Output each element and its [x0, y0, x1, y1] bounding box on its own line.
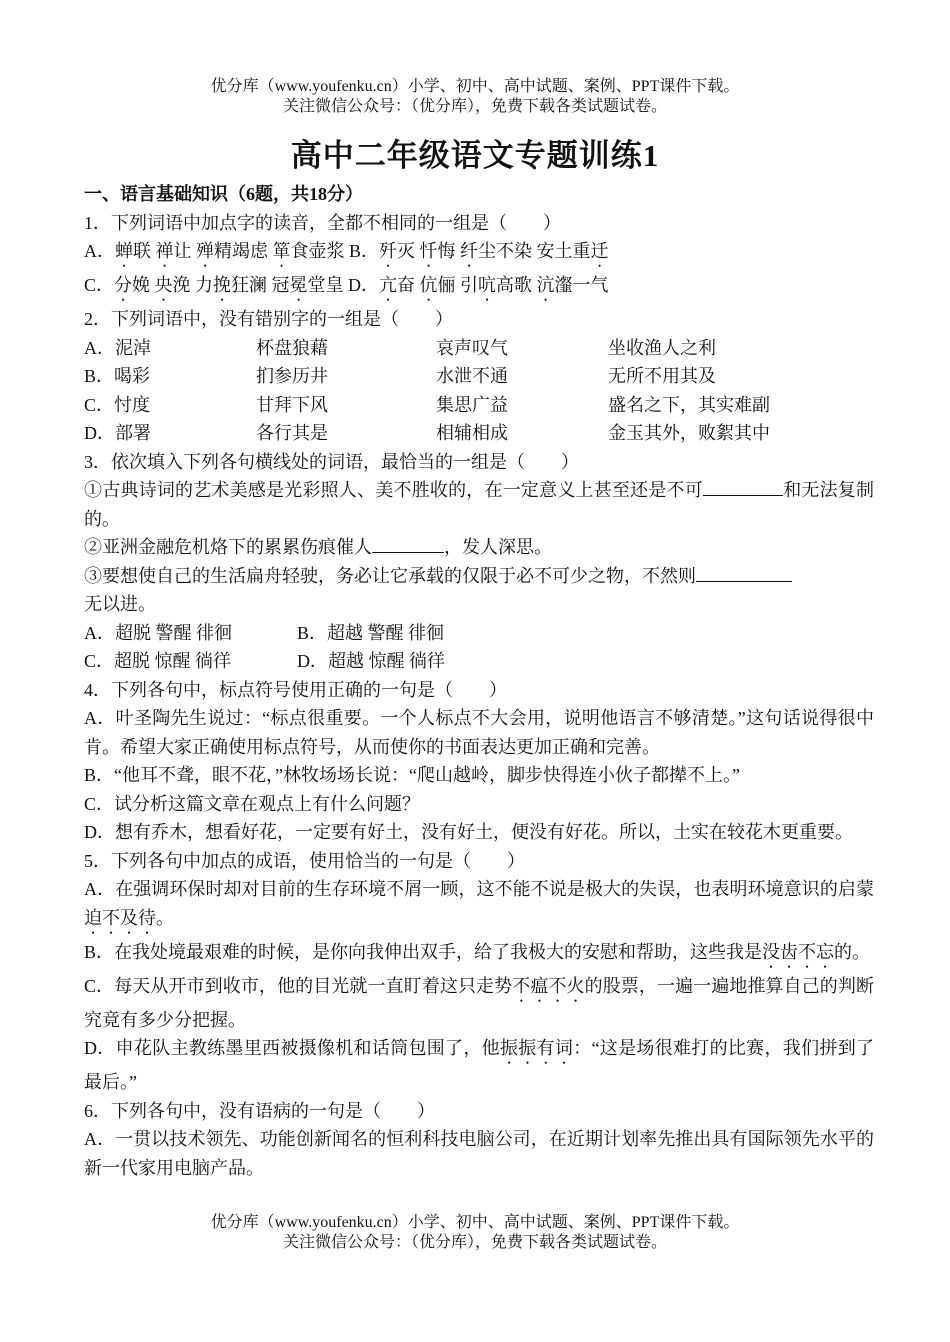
header-line-1: 优分库（www.youfenku.cn）小学、初中、高中试题、案例、PPT课件下载。: [210, 78, 740, 95]
q3-sentence-1: ①古典诗词的艺术美感是光彩照人、美不胜收的，在一定意义上甚至还是不可 和无法复制的。: [84, 476, 874, 533]
q1-option-c-d: C．分娩 央浼 力挽狂澜 冠冕堂皇 D．亢奋 伉俪 引吭高歌 沆瀣一气: [84, 275, 609, 295]
q3-stem: 3．依次填入下列各句横线处的词语，最恰当的一组是（ ）: [84, 451, 579, 472]
section-heading: 一、语言基础知识（6题，共18分）: [84, 184, 363, 204]
q5-option-d: D．申花队主教练墨里西被摄像机和话筒包围了，他振振有词：“这是场很难打的比赛，我们拼到了最后。”: [84, 1038, 874, 1092]
q4-option-a: A．叶圣陶先生说过：“标点很重要。一个人标点不大会用，说明他语言不够清楚。”这句话说得很中肯。希望大家正确使用标点符号，从而使你的书面表达更加正确和完善。: [84, 708, 874, 757]
document-body: [84, 180, 874, 1182]
q5-option-a: A．在强调环保时却对目前的生存环境不屑一顾，这不能不说是极大的失误，也表明环境意识的启蒙迫不及待。: [84, 879, 874, 928]
q1-stem: 1．下列词语中加点字的读音，全都不相同的一组是（ ）: [84, 212, 561, 233]
q2-option-row: A．泥淖 杯盘狼藉 哀声叹气 坐收渔人之利: [84, 337, 716, 358]
q4-option-c: C．试分析这篇文章在观点上有什么问题？: [84, 793, 421, 814]
q3-sentence-3: ③要想使自己的生活扁舟轻驶，务必让它承载的仅限于必不可少之物，不然则: [84, 562, 874, 591]
footer-line-2: 关注微信公众号：（优分库），免费下载各类试题试卷。: [282, 1234, 667, 1251]
header-line-2: 关注微信公众号：（优分库），免费下载各类试题试卷。: [282, 98, 667, 115]
q3-sentence-2: ②亚洲金融危机烙下的累累伤痕催人 ，发人深思。: [84, 533, 874, 562]
q3-options-ab: A．超脱 警醒 徘徊 B．超越 警醒 徘徊: [84, 622, 445, 643]
footer-line-1: 优分库（www.youfenku.cn）小学、初中、高中试题、案例、PPT课件下载。: [210, 1214, 740, 1231]
fill-blank: [696, 563, 792, 582]
q3-sentence-3-cont: 无以进。: [84, 594, 156, 614]
q4-option-b: B．“他耳不聋，眼不花，”林牧场场长说：“爬山越岭，脚步快得连小伙子都撵不上。”: [84, 765, 740, 785]
q2-stem: 2．下列词语中，没有错别字的一组是（ ）: [84, 309, 453, 329]
q4-stem: 4．下列各句中，标点符号使用正确的一句是（ ）: [84, 679, 507, 700]
q5-option-b: B．在我处境最艰难的时候，是你向我伸出双手，给了我极大的安慰和帮助，这些我是没齿不忘的。: [84, 941, 871, 962]
q2-option-row: B．喝彩 扪参历井 水泄不通 无所不用其及: [84, 366, 716, 386]
q5-stem: 5．下列各句中加点的成语，使用恰当的一句是（ ）: [84, 850, 525, 871]
fill-blank: [703, 477, 783, 496]
q2-option-row: C．忖度 甘拜下风 集思广益 盛名之下，其实难副: [84, 394, 770, 415]
q6-option-a: A．一贯以技术领先、功能创新闻名的恒利科技电脑公司，在近期计划率先推出具有国际领先水平的新一代家用电脑产品。: [84, 1129, 874, 1178]
q4-option-d: D．想有乔木，想看好花，一定要有好土，没有好土，便没有好花。所以，土实在较花木更重要。: [84, 822, 853, 842]
q6-stem: 6．下列各句中，没有语病的一句是（ ）: [84, 1100, 435, 1121]
fill-blank: [372, 534, 444, 553]
q1-option-a-b: A．蝉联 禅让 殚精竭虑 箪食壶浆 B．歼灭 忏悔 纤尘不染 安土重迁: [84, 241, 609, 261]
q3-options-cd: C．超脱 惊醒 徜徉 D．超越 惊醒 徜徉: [84, 651, 445, 671]
q2-option-row: D．部署 各行其是 相辅相成 金玉其外，败絮其中: [84, 423, 770, 443]
page-title: 高中二年级语文专题训练1: [290, 138, 660, 173]
q5-option-c: C．每天从开市到收市，他的目光就一直盯着这只走势不瘟不火的股票，一遍一遍地推算自己的判断究竟有多少分把握。: [84, 975, 874, 1030]
